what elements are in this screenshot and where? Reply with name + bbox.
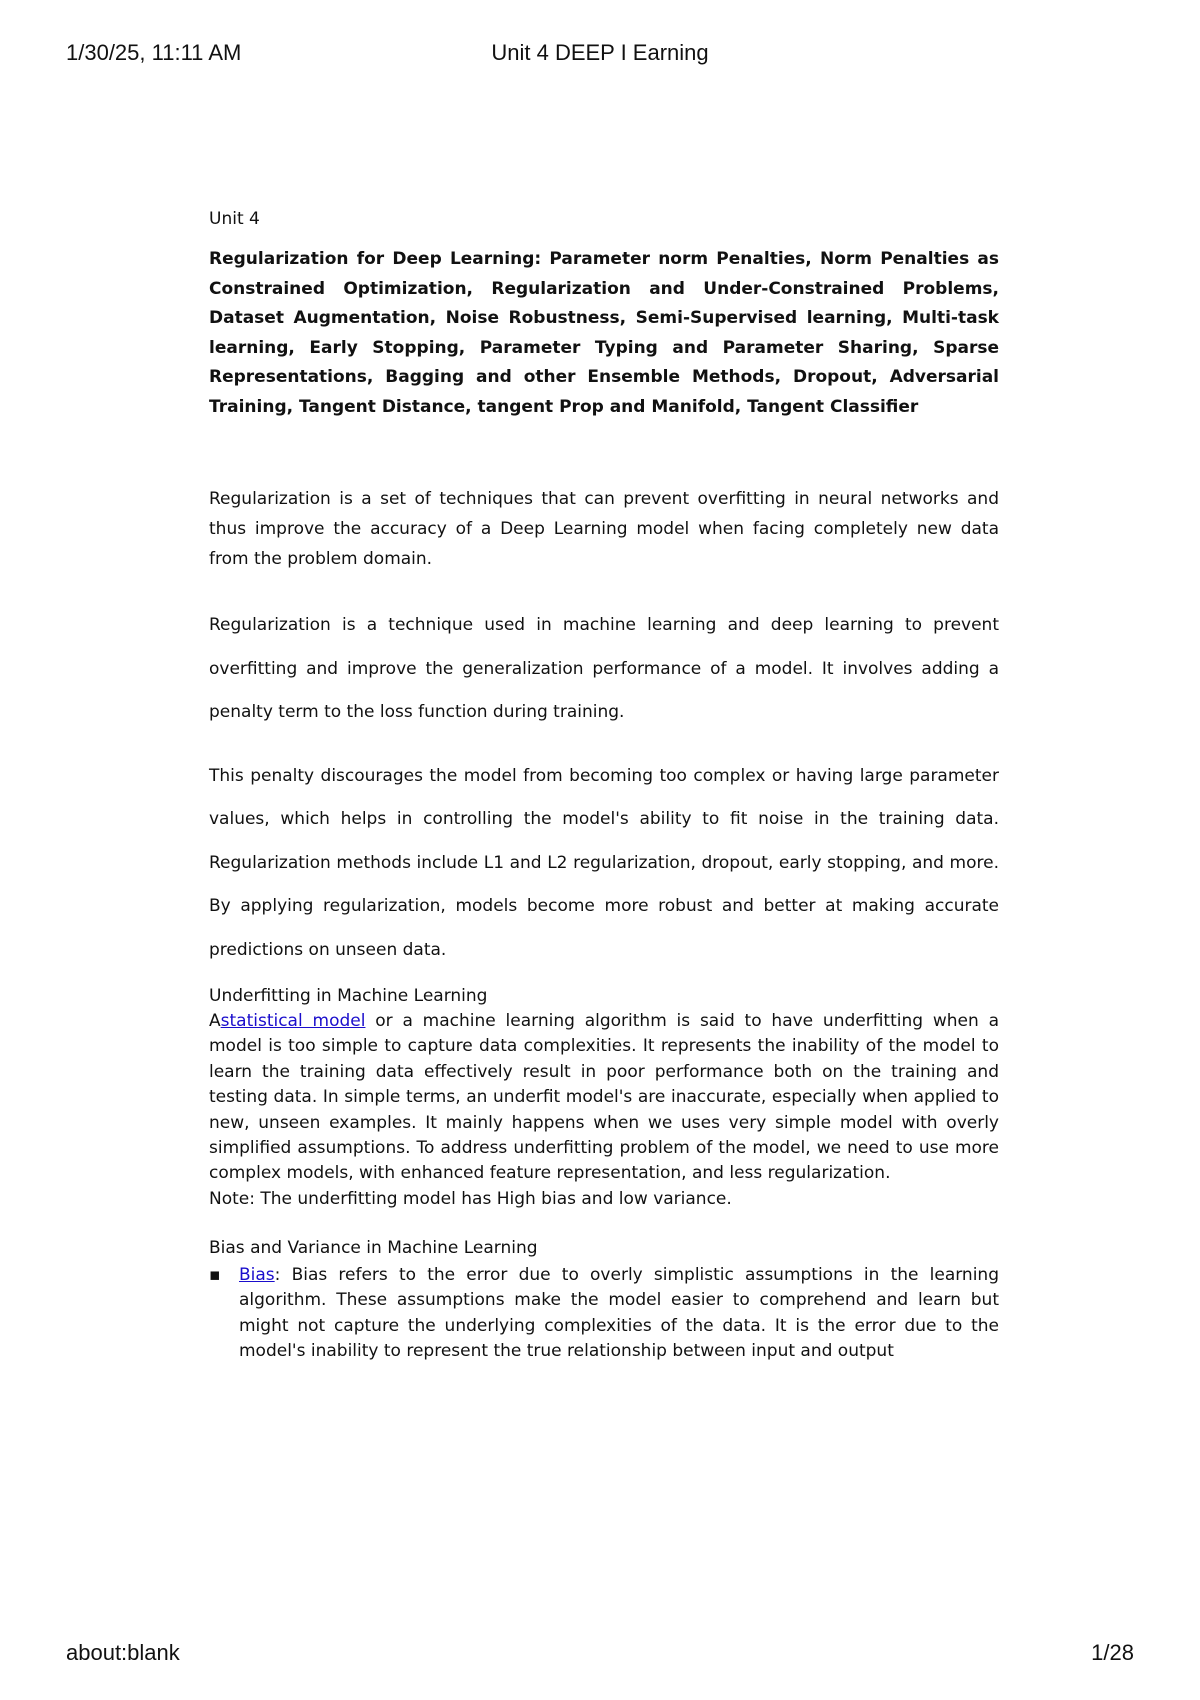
bias-link[interactable]: Bias (239, 1264, 275, 1285)
print-url: about:blank (66, 1640, 180, 1665)
bias-variance-list (209, 1263, 999, 1365)
underfitting-lead: A (209, 1011, 221, 1031)
regularization-paragraph: Regularization is a technique used in machine learning and deep learning to prevent overfitting and improve the generalization performance of a model. It involves adding a penalty term to the loss function during training. (209, 615, 999, 722)
print-footer (66, 1640, 1134, 1670)
underfitting-paragraph (209, 1009, 999, 1187)
intro-paragraph: Regularization is a set of techniques that can prevent overfitting in neural networks and thus improve the accuracy of a Deep Learning model when facing completely new data from the problem domain. (209, 489, 999, 569)
unit-title: Unit 4 (209, 209, 260, 229)
statistical-model-link[interactable]: statistical model (220, 1011, 366, 1031)
underfitting-note: Note: The underfitting model has High bias and low variance. (209, 1188, 732, 1209)
list-item-bias (209, 1263, 999, 1365)
bullet-square-icon: ▪ (209, 1264, 221, 1285)
underfitting-heading: Underfitting in Machine Learning (209, 986, 488, 1006)
print-header (66, 40, 1134, 70)
syllabus-topics: Regularization for Deep Learning: Parameter norm Penalties, Norm Penalties as Constrained Optimization, Regularization and Under-Constrained Problems, Dataset Augmentation, Noise Robustness, Semi-Supervised learning, Multi-task learning, Early Stopping, Parameter Typing and Parameter Sharing, Sparse Representations, Bagging and other Ensemble Methods, Dropout, Adversarial Training, Tangent Distance, tangent Prop and Manifold, Tangent Classifier (209, 249, 999, 417)
bias-definition: : Bias refers to the error due to overly simplistic assumptions in the learning algorithm. These assumptions make the model easier to comprehend and learn but might not capture the underlying complexities of the data. It is the error due to the model's inability to represent the true relationship between input and output (239, 1264, 999, 1362)
underfitting-body: or a machine learning algorithm is said to have underfitting when a model is too simple to capture data complexities. It represents the inability of the model to learn the training data effectively result in poor performance both on the training and testing data. In simple terms, an underfit model's are inaccurate, especially when applied to new, unseen examples. It mainly happens when we uses very simple model with overly simplified assumptions. To address underfitting problem of the model, we need to use more complex models, with enhanced feature representation, and less regularization. (209, 1011, 999, 1184)
penalty-paragraph: This penalty discourages the model from becoming too complex or having large parameter values, which helps in controlling the model's ability to fit noise in the training data. Regularization methods include L1 and L2 regularization, dropout, early stopping, and more. By applying regularization, models become more robust and better at making accurate predictions on unseen data. (209, 765, 999, 960)
page-number: 1/28 (1091, 1640, 1134, 1665)
print-doc-title: Unit 4 DEEP I Earning (491, 40, 709, 65)
print-datetime: 1/30/25, 11:11 AM (66, 40, 242, 65)
document-body (209, 207, 999, 1364)
bias-variance-heading: Bias and Variance in Machine Learning (209, 1237, 538, 1258)
